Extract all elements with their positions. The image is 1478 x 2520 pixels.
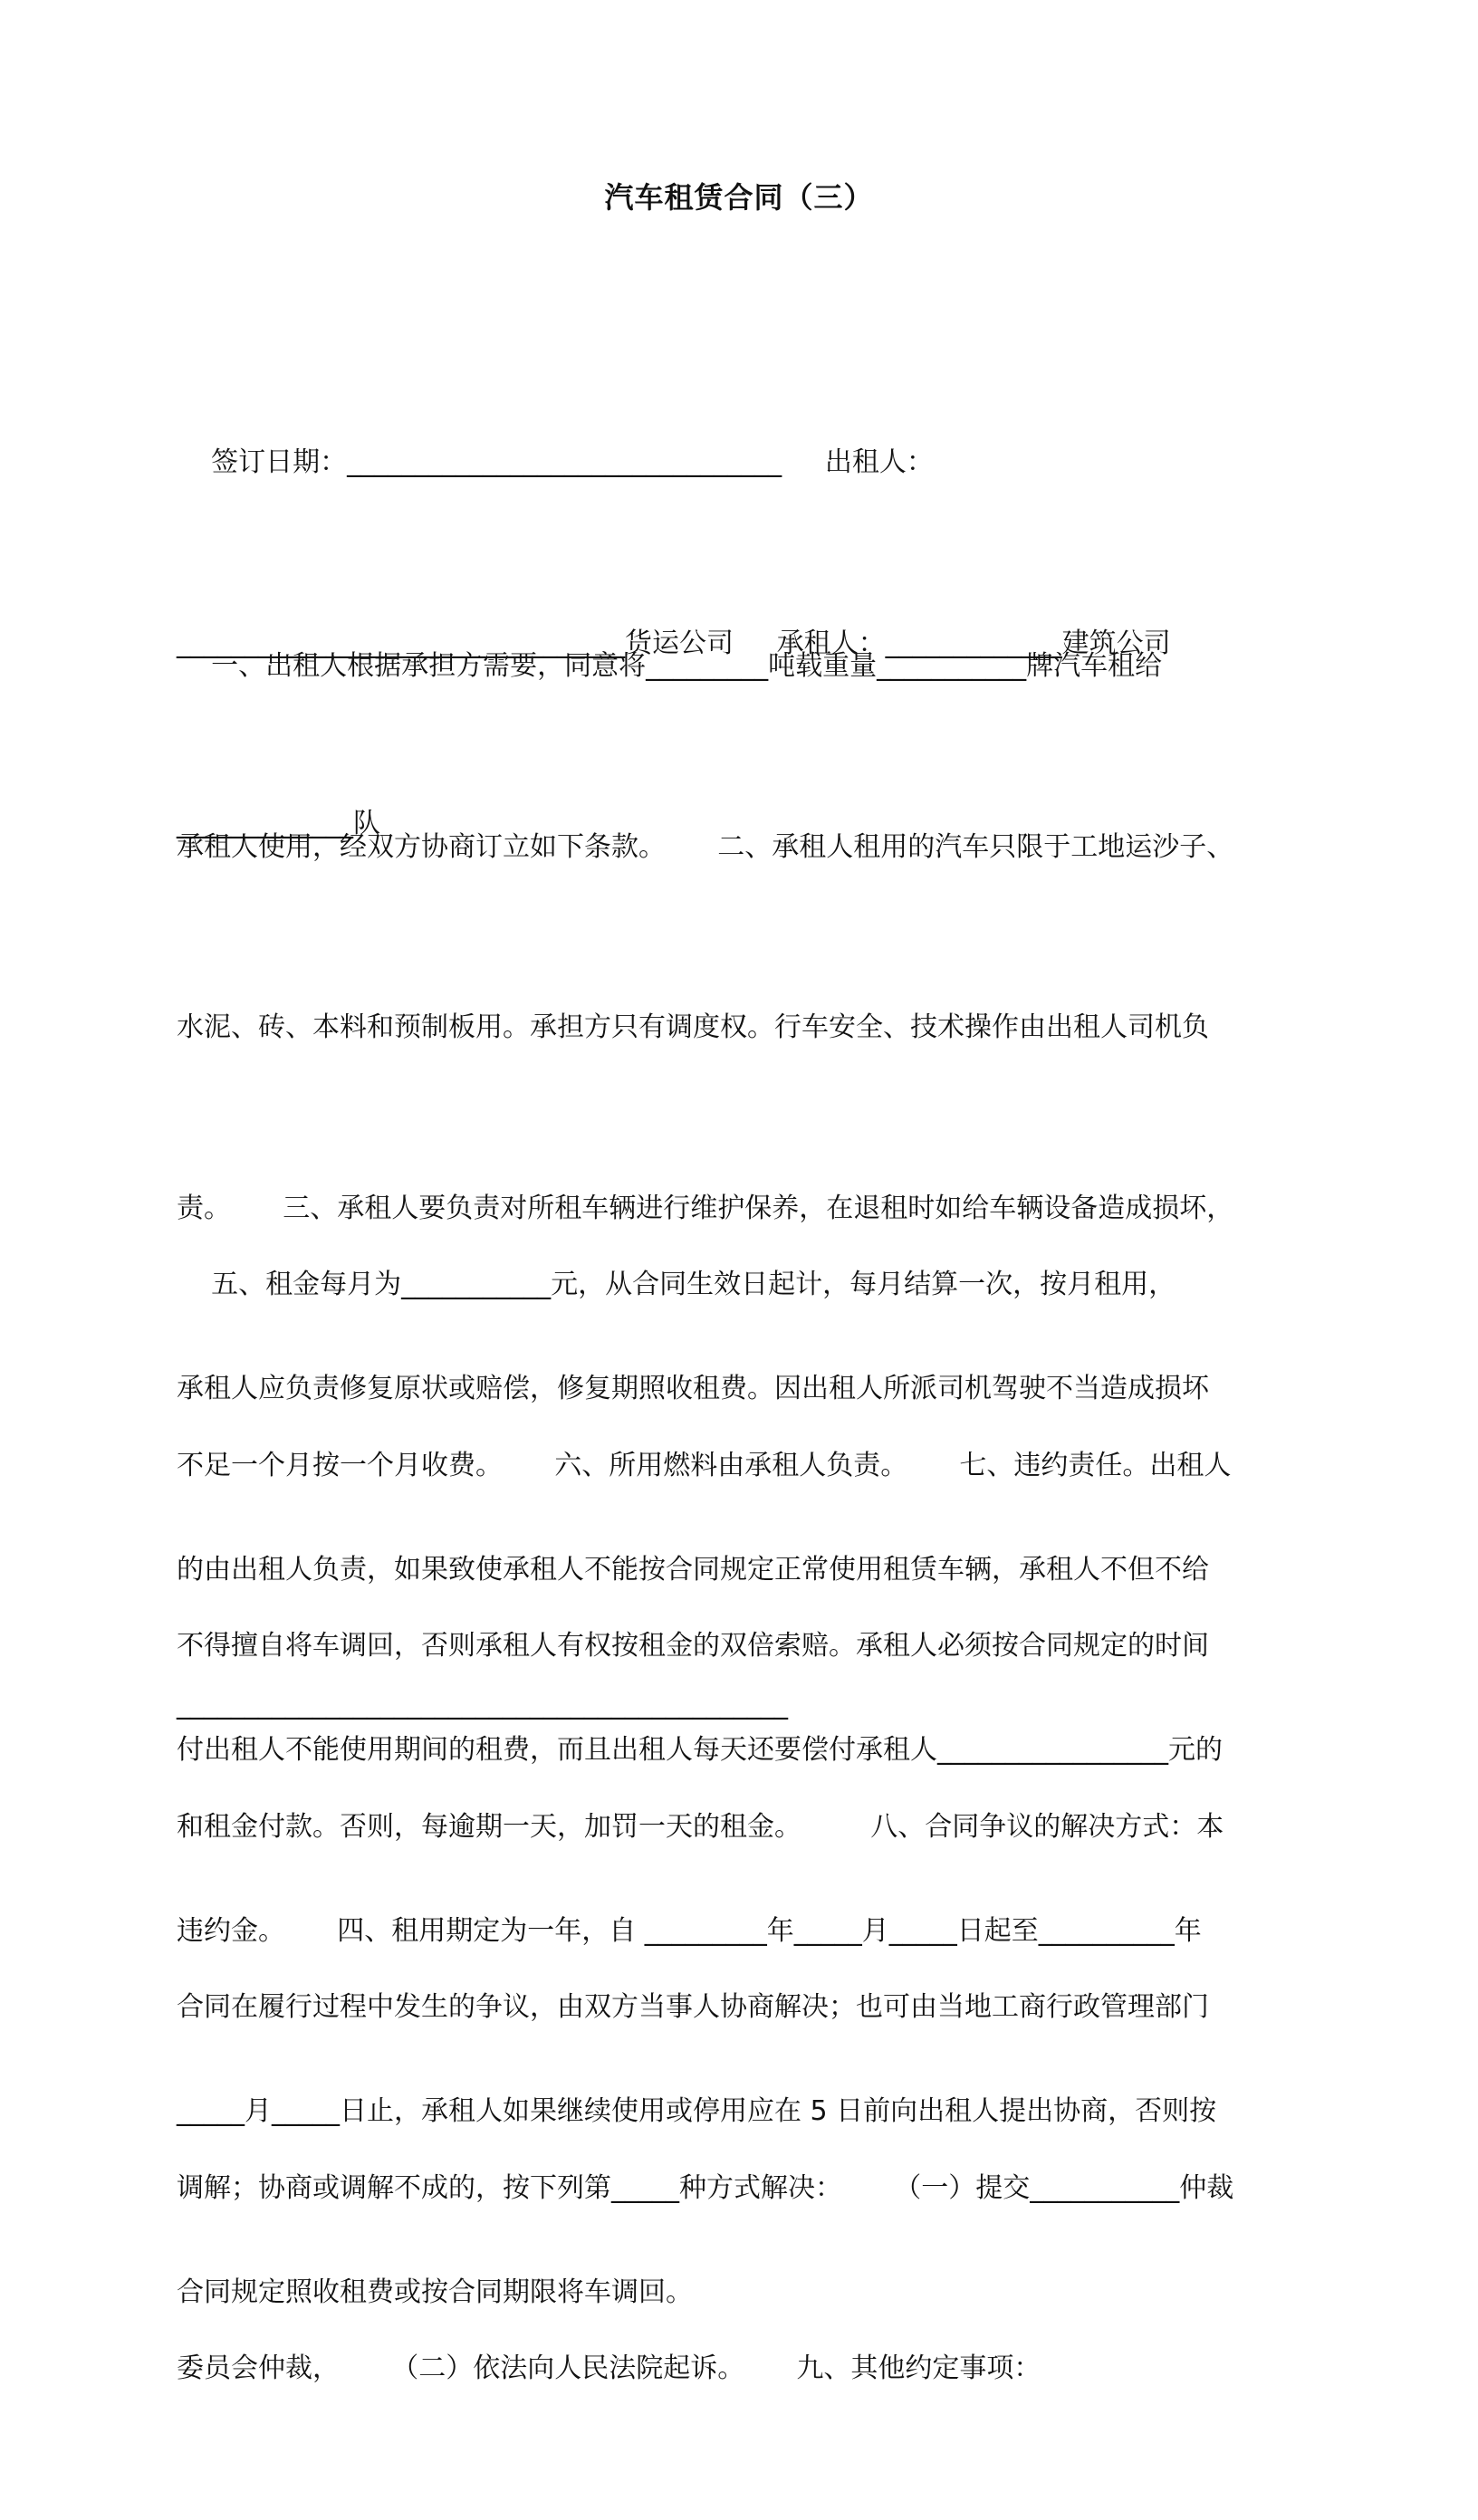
text-line: 委员会仲裁， （二）依法向人民法院起诉。 九、其他约定事项： [177, 2352, 1041, 2384]
signing-date-line: 签订日期：________________________________ 出租人： [177, 446, 934, 478]
text-line: _____月_____日止，承租人如果继续使用或停用应在 5 日前向出租人提出协商，否则按 [177, 2095, 1217, 2127]
text-line: 和租金付款。否则，每逾期一天，加罚一天的租金。 八、合同争议的解决方式：本 [177, 1810, 1224, 1843]
document-title: 汽车租赁合同（三） [604, 180, 874, 215]
text-line: 五、租金每月为___________元，从合同生效日起计，每月结算一次，按月租用， [177, 1269, 1176, 1300]
text-line: 责。 三、承租人要负责对所租车辆进行维护保养，在退租时如给车辆设备造成损坏， [177, 1192, 1234, 1224]
team-line: _____________队 [177, 808, 380, 839]
text-line: 的由出租人负责，如果致使承租人不能按合同规定正常使用租赁车辆，承租人不但不给 [177, 1553, 1209, 1586]
blank-line: _____________________________________________ [177, 1689, 788, 1720]
text-line: 调解；协商或调解不成的，按下列第_____种方式解决： （一）提交___________仲裁 [177, 2171, 1234, 2204]
text-line: 一、出租人根据承担方需要，同意将_________吨载重量___________牌汽车租给 [177, 650, 1163, 682]
text-line: 合同在履行过程中发生的争议，由双方当事人协商解决；也可由当地工商行政管理部门 [177, 1991, 1209, 2023]
text-line: 付出租人不能使用期间的租费，而且出租人每天还要偿付承租人_________________元的 [177, 1734, 1223, 1766]
text-line: 承租人应负责修复原状或赔偿，修复期照收租费。因出租人所派司机驾驶不当造成损坏 [177, 1373, 1209, 1404]
text-line: 违约金。 四、租用期定为一年，自 _________年_____月_____日起至__________年 [177, 1914, 1202, 1947]
text-line: 不足一个月按一个月收费。 六、所用燃料由承租人负责。 七、违约责任。出租人 [177, 1449, 1232, 1481]
text-line: 合同规定照收租费或按合同期限将车调回。 [177, 2276, 693, 2308]
text-line: 水泥、砖、本料和预制板用。承担方只有调度权。行车安全、技术操作由出租人司机负 [177, 1011, 1209, 1043]
text-line: 不得擅自将车调回，否则承租人有权按租金的双倍索赔。承租人必须按合同规定的时间 [177, 1630, 1209, 1662]
lessor-lessee-line: _________________________________货运公司 承租人：_____________建筑公司 [177, 627, 1171, 659]
other-terms-blank [177, 1555, 1300, 1856]
text-line: 承租人使用，经双方协商订立如下条款。 二、承租人租用的汽车只限于工地运沙子、 [177, 830, 1234, 863]
